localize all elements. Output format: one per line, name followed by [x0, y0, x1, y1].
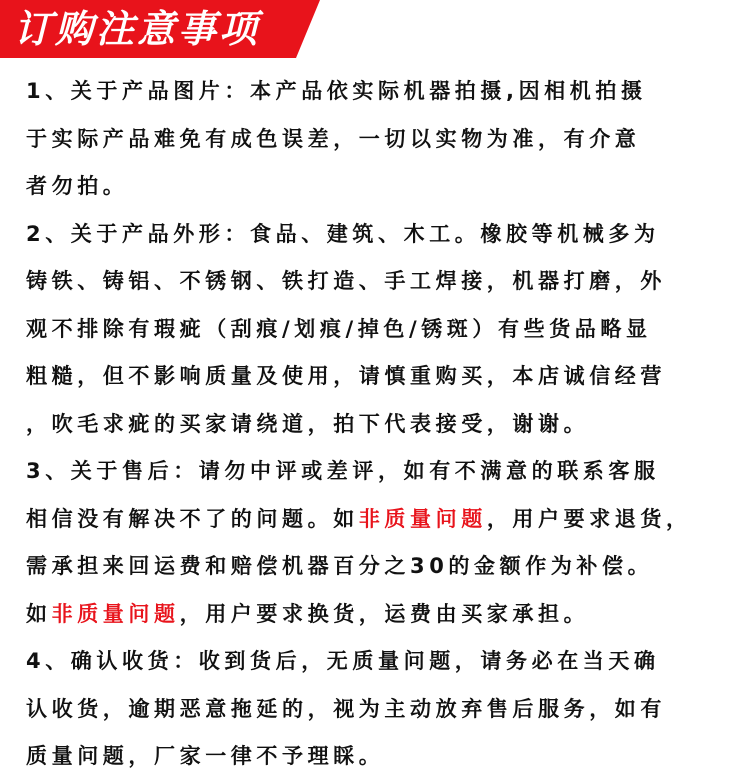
highlight-non-quality-issue: 非质量问题 [358, 506, 487, 531]
notice-line: 1、关于产品图片：本产品依实际机器拍摄,因相机拍摄 [26, 79, 647, 103]
title-banner [0, 0, 320, 58]
notice-line: 粗糙，但不影响质量及使用，请慎重购买，本店诚信经营 [26, 364, 666, 388]
highlight-non-quality-issue: 非质量问题 [51, 601, 180, 626]
notice-line: 4、确认收货：收到货后，无质量问题，请务必在当天确 [26, 649, 660, 673]
notice-line: 于实际产品难免有成色误差，一切以实物为准，有介意 [26, 126, 641, 151]
notice-line: 质量问题，厂家一律不予理睬。 [26, 744, 385, 768]
notice-line: 认收货，逾期恶意拖延的，视为主动放弃售后服务，如有 [26, 696, 666, 721]
notice-line: 3、关于售后：请勿中评或差评，如有不满意的联系客服 [26, 459, 660, 483]
notice-line: 2、关于产品外形：食品、建筑、木工。橡胶等机械多为 [26, 221, 660, 246]
notice-line: 铸铁、铸铝、不锈钢、铁打造、手工焊接，机器打磨，外 [26, 269, 666, 293]
notice-line: 者勿拍。 [26, 174, 129, 198]
notice-line: ，吹毛求疵的买家请绕道，拍下代表接受，谢谢。 [26, 411, 590, 436]
notice-line: 相信没有解决不了的问题。如非质量问题，用户要求退货， [26, 506, 692, 531]
notice-line: 如非质量问题，用户要求换货，运费由买家承担。 [26, 601, 590, 626]
notice-line: 观不排除有瑕疵（刮痕/划痕/掉色/锈斑）有些货品略显 [26, 316, 652, 341]
notice-line: 需承担来回运费和赔偿机器百分之30的金额作为补偿。 [26, 554, 654, 578]
notice-body [26, 68, 726, 781]
page-title: 订购注意事项 [14, 7, 261, 51]
